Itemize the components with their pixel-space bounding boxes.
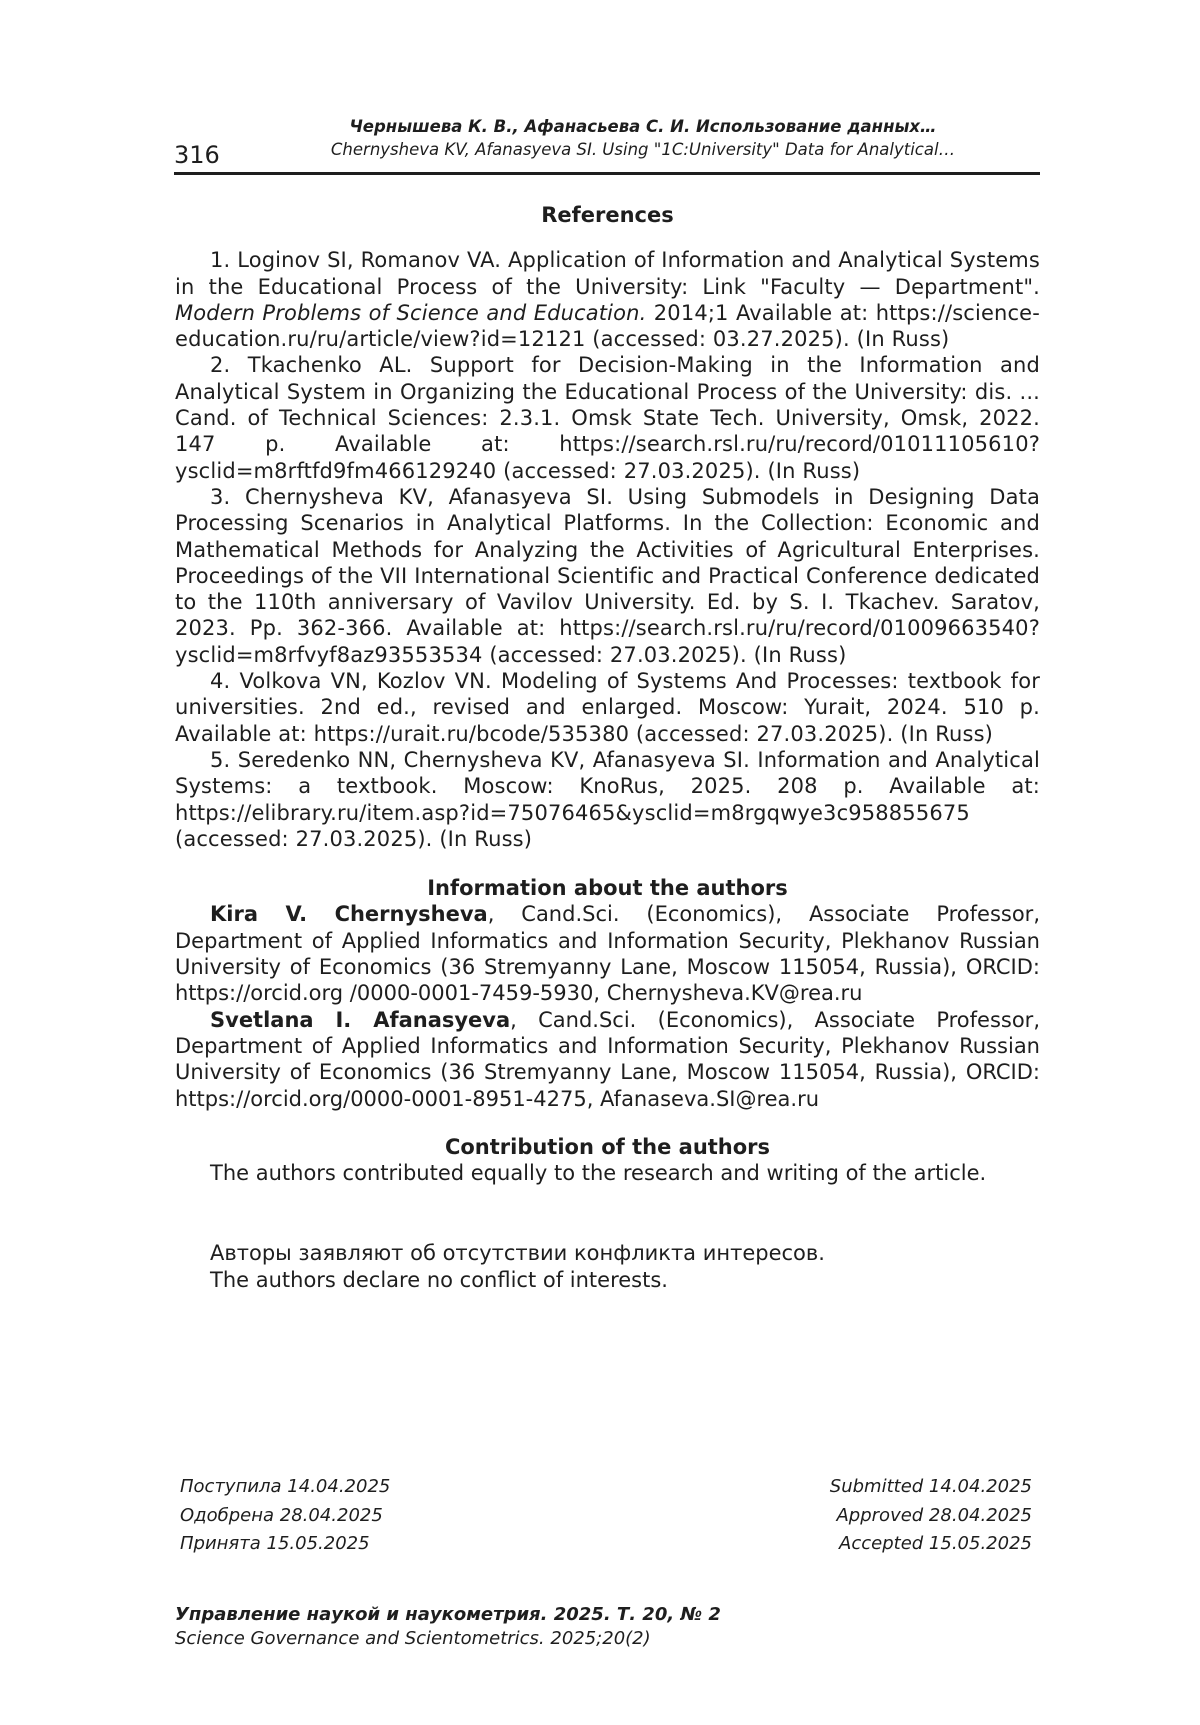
reference-item: 4. Volkova VN, Kozlov VN. Modeling of Systems And Processes: textbook for universities. 2nd ed., revised and enlarged. Moscow: Yurait, 2024. 510 p. Available at: https://urait.ru/bcode/535380 (accessed: 27.03.2025). (In Russ)	[175, 668, 1040, 747]
author-name: Svetlana I. Afanasyeva	[210, 1008, 510, 1032]
author-details: , Cand.Sci. (Economics), Associate Professor, Department of Applied Informatics and Information Security, Plekhanov Russian University of Economics (36 Stremyanny Lane, Moscow 115054, Russia), ORCID: https://orcid.org /0000-0001-7459-5930, Chernysheva.KV@rea.ru	[175, 902, 1040, 1005]
reference-item: 2. Tkachenko AL. Support for Decision-Making in the Information and Analytical System in Organizing the Educational Process of the University: dis. ... Cand. of Technical Sciences: 2.3.1. Omsk State Tech. University, Omsk, 2022. 147 p. Available at: https://search.rsl.ru/ru/record/01011105610?ysclid=m8rftfd9fm466129240 (accessed: 27.03.2025). (In Russ)	[175, 352, 1040, 483]
authors-title: Information about the authors	[175, 875, 1040, 901]
date-accepted-ru: Принята 15.05.2025	[180, 1530, 390, 1559]
footer-journal-ru: Управление наукой и наукометрия. 2025. Т. 20, № 2	[175, 1603, 721, 1627]
journal-footer	[175, 1603, 721, 1651]
running-head-ru: Чернышева К. В., Афанасьева С. И. Использование данных…	[248, 117, 1038, 136]
reference-list	[175, 247, 1040, 852]
reference-text: 1. Loginov SI, Romanov VA. Application of Information and Analytical Systems in the Educational Process of the University: Link "Faculty — Department".	[175, 248, 1040, 298]
conflict-ru: Авторы заявляют об отсутствии конфликта интересов.	[175, 1240, 1040, 1266]
reference-item	[175, 247, 1040, 352]
running-head-en: Chernysheva KV, Afanasyeva SI. Using "1C:University" Data for Analytical…	[248, 140, 1038, 159]
header-rule	[174, 172, 1040, 175]
conflict-statement	[175, 1240, 1040, 1293]
references-title: References	[175, 202, 1040, 228]
reference-text: 2014;1 Available at: https://science-education.ru/ru/article/view?id=12121 (accessed: 03.27.2025). (In Russ)	[175, 301, 1040, 351]
author-details: , Cand.Sci. (Economics), Associate Professor, Department of Applied Informatics and Information Security, Plekhanov Russian University of Economics (36 Stremyanny Lane, Moscow 115054, Russia), ORCID: https://orcid.org/0000-0001-8951-4275, Afanaseva.SI@rea.ru	[175, 1008, 1040, 1111]
date-received-ru: Поступила 14.04.2025	[180, 1473, 390, 1502]
footer-journal-en: Science Governance and Scientometrics. 2025;20(2)	[175, 1627, 721, 1651]
reference-journal: Modern Problems of Science and Education.	[175, 301, 646, 325]
page-number: 316	[174, 141, 220, 169]
contribution-title: Contribution of the authors	[175, 1134, 1040, 1160]
dates-en	[830, 1473, 1032, 1559]
page-content	[175, 202, 1040, 1293]
date-submitted-en: Submitted 14.04.2025	[830, 1473, 1032, 1502]
author-name: Kira V. Chernysheva	[210, 902, 488, 926]
reference-item: 5. Seredenko NN, Chernysheva KV, Afanasyeva SI. Information and Analytical Systems: a textbook. Moscow: KnoRus, 2025. 208 p. Available at: https://elibrary.ru/item.asp?id=75076465&ysclid=m8rgqwye3c958855675 (accessed: 27.03.2025). (In Russ)	[175, 747, 1040, 852]
author-entry	[175, 1007, 1040, 1112]
reference-item: 3. Chernysheva KV, Afanasyeva SI. Using Submodels in Designing Data Processing Scenarios in Analytical Platforms. In the Collection: Economic and Mathematical Methods for Analyzing the Activities of Agricultural Enterprises. Proceedings of the VII International Scientific and Practical Conference dedicated to the 110th anniversary of Vavilov University. Ed. by S. I. Tkachev. Saratov, 2023. Pp. 362-366. Available at: https://search.rsl.ru/ru/record/01009663540?ysclid=m8rfvyf8az93553534 (accessed: 27.03.2025). (In Russ)	[175, 484, 1040, 668]
conflict-en: The authors declare no conflict of interests.	[175, 1267, 1040, 1293]
date-approved-ru: Одобрена 28.04.2025	[180, 1502, 390, 1531]
date-approved-en: Approved 28.04.2025	[830, 1502, 1032, 1531]
dates-ru	[180, 1473, 390, 1559]
contribution-text: The authors contributed equally to the research and writing of the article.	[175, 1160, 1040, 1186]
date-accepted-en: Accepted 15.05.2025	[830, 1530, 1032, 1559]
author-entry	[175, 901, 1040, 1006]
